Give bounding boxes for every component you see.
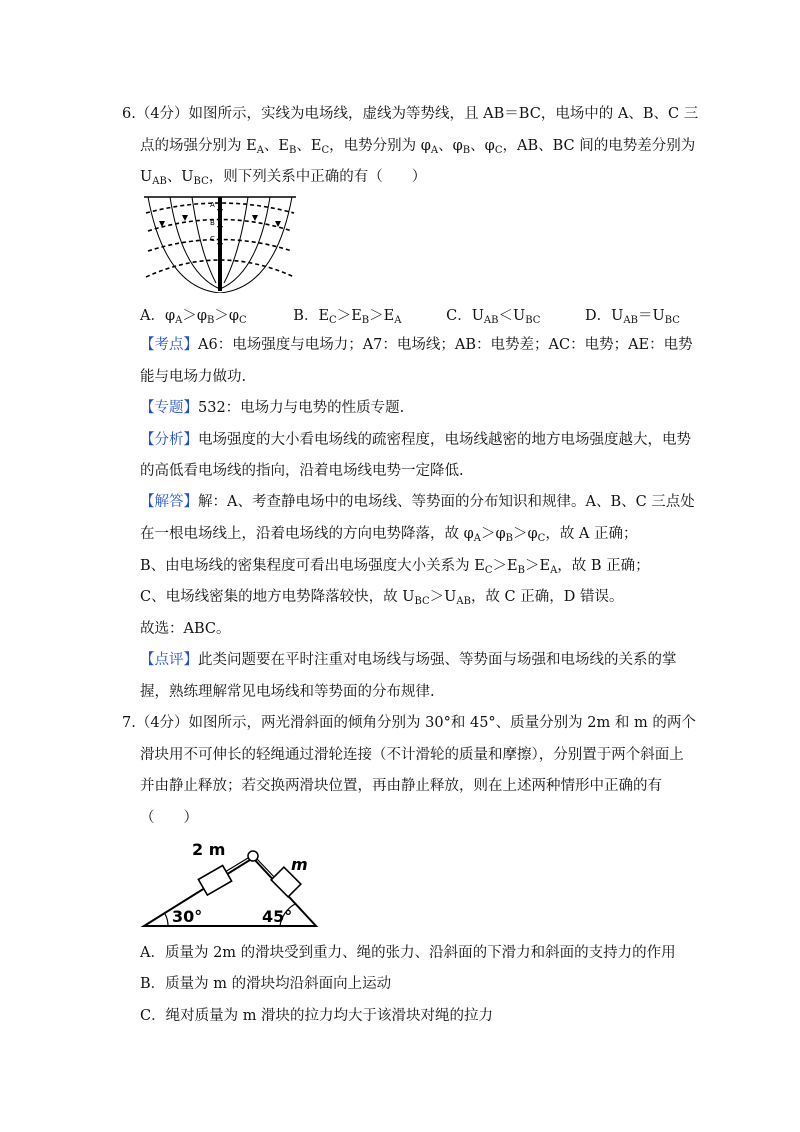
q7-line-2: 滑块用不可伸长的轻绳通过滑轮连接（不计滑轮的质量和摩擦），分别置于两个斜面上 [140,747,684,763]
point-b-label: B [210,219,215,227]
q6-options [140,306,680,326]
dianping-tag: 【点评】 [140,652,198,668]
q7-line-1: 7.（4分）如图所示，两光滑斜面的倾角分别为 30°和 45°、质量分别为 2m 和 m 的两个 [122,715,696,731]
kaodian-line-1: 【考点】A6：电场强度与电场力；A7：电场线；AB：电势差；AC：电势；AE：电势 [140,337,693,353]
jieda-line-2: 在一根电场线上，沿着电场线的方向电势降落，故 $\varphi_A>\varphi_B>\varphi_C$，故 A 正确； [140,526,638,544]
q7-option-b: B．质量为 m 的滑块均沿斜面向上运动 [140,976,392,992]
fenxi-line-2: 的高低看电场线的指向，沿着电场线电势一定降低. [140,463,464,479]
label-30-degree: 30° [172,907,203,926]
q7-option-c: C．绳对质量为 m 滑块的拉力均大于该滑块对绳的拉力 [140,1008,494,1024]
q6-line-1 [122,104,698,124]
q6-option-c: C．$U_{AB}<U_{BC}$ [446,308,541,326]
q6-option-d: D．$U_{AB}=U_{BC}$ [585,308,680,326]
zhuanti-tag: 【专题】 [140,400,198,416]
q6-stem-text: 6.（4分）如图所示，实线为电场线，虚线为等势线，且 AB＝BC，电场中的 A、B、C 三 [122,106,699,122]
point-a-label: A [210,201,215,209]
electric-field-figure [140,193,300,293]
jieda-line-5: 故选：ABC。 [140,621,231,637]
q7-line-4: （ ） [140,810,198,826]
fenxi-line-1: 【分析】电场强度的大小看电场线的疏密程度，电场线越密的地方电场强度越大，电势 [140,432,691,448]
label-2m: 2 m [192,840,226,859]
jieda-line-1: 【解答】解：A、考查静电场中的电场线、等势面的分布知识和规律。A、B、C 三点处 [140,494,695,510]
q6-option-a: A．$\varphi_A>\varphi_B>\varphi_C$ [140,308,247,326]
dianping-line-2: 握，熟练理解常见电场线和等势面的分布规律. [140,684,435,700]
q6-option-b: B．$E_C>E_B>E_A$ [293,308,402,326]
q7-line-3: 并由静止释放；若交换两滑块位置，再由静止释放，则在上述两种情形中正确的有 [140,778,662,794]
jieda-tag: 【解答】 [140,494,198,510]
kaodian-line-2: 能与电场力做功. [140,369,247,385]
q7-option-a: A．质量为 2m 的滑块受到重力、绳的张力、沿斜面的下滑力和斜面的支持力的作用 [140,945,676,961]
point-c-label: C [210,235,215,243]
incline-figure [140,838,320,930]
jieda-line-3: B、由电场线的密集程度可看出电场强度大小关系为 $E_C>E_B>E_A$，故 B 正确； [140,558,650,576]
label-m: m [291,855,308,874]
kaodian-tag: 【考点】 [140,337,198,353]
zhuanti-line: 【专题】532：电场力与电势的性质专题. [140,400,405,416]
q6-line-2: 点的场强分别为 $E_A$、$E_B$、$E_C$，电势分别为 $\varphi_A$、$\varphi_B$、$\varphi_C$，AB、BC 间的电势差分别为 [140,138,696,156]
fenxi-tag: 【分析】 [140,432,198,448]
label-45-degree: 45° [262,907,293,926]
dianping-line-1: 【点评】此类问题要在平时注重对电场线与场强、等势面与场强和电场线的关系的掌 [140,652,677,668]
jieda-line-4: C、电场线密集的地方电势降落较快，故 $U_{BC}>U_{AB}$，故 C 正确，D 错误。 [140,589,624,607]
q6-line-3: $U_{AB}$、$U_{BC}$，则下列关系中正确的有（ ） [140,169,427,187]
